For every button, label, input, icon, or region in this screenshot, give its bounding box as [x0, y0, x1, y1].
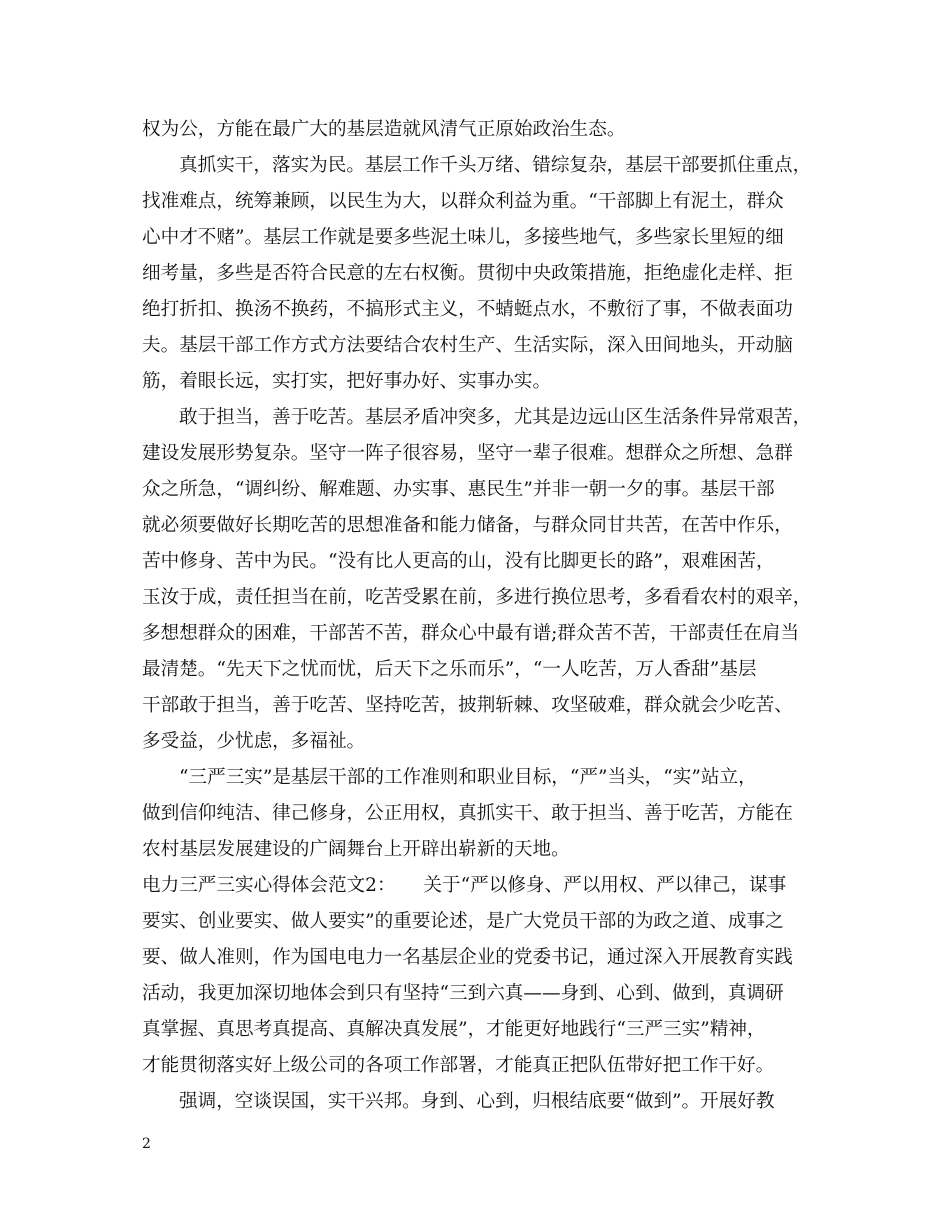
- text-line: 绝打折扣、换汤不换药，不搞形式主义，不蜻蜓点水，不敷衍了事，不做表面功: [142, 299, 793, 320]
- text-line: 农村基层发展建设的广阔舞台上开辟出崭新的天地。: [142, 839, 570, 860]
- paragraph-first-line: “三严三实”是基层干部的工作准则和职业目标，“严”当头，“实”站立，: [179, 767, 757, 788]
- text-line: 就必须要做好长期吃苦的思想准备和能力储备，与群众同甘共苦，在苦中作乐，: [142, 515, 793, 536]
- text-line: 电力三严三实心得体会范文2： 关于“严以修身、严以用权、严以律己，谋事: [142, 875, 787, 896]
- text-line: 建设发展形势复杂。坚守一阵子很容易，坚守一辈子很难。想群众之所想、急群: [142, 443, 793, 464]
- text-line: 权为公，方能在最广大的基层造就风清气正原始政治生态。: [142, 119, 626, 140]
- text-line: 玉汝于成，责任担当在前，吃苦受累在前，多进行换位思考，多看看农村的艰辛，: [142, 587, 812, 608]
- text-line: 干部敢于担当，善于吃苦、坚持吃苦，披荆斩棘、攻坚破难，群众就会少吃苦、: [142, 695, 793, 716]
- text-line: 才能贯彻落实好上级公司的各项工作部署，才能真正把队伍带好把工作干好。: [142, 1055, 775, 1076]
- text-line: 多受益，少忧虑，多福祉。: [142, 731, 366, 752]
- text-line: 要实、创业要实、做人要实”的重要论述，是广大党员干部的为政之道、成事之: [142, 911, 784, 932]
- text-line: 多想想群众的困难，干部苦不苦，群众心中最有谱;群众苦不苦，干部责任在肩当: [142, 623, 800, 644]
- text-line: 做到信仰纯洁、律己修身，公正用权，真抓实干、敢于担当、善于吃苦，方能在: [142, 803, 793, 824]
- text-line: 筋，着眼长远，实打实，把好事办好、实事办实。: [142, 371, 552, 392]
- text-line: 众之所急，“调纠纷、解难题、办实事、惠民生”并非一朝一夕的事。基层干部: [142, 479, 775, 500]
- text-line: 心中才不赌”。基层工作就是要多些泥土味儿，多接些地气，多些家长里短的细: [142, 227, 784, 248]
- document-body: [142, 112, 814, 1120]
- text-line: 夫。基层干部工作方式方法要结合农村生产、生活实际，深入田间地头，开动脑: [142, 335, 793, 356]
- text-line: 细考量，多些是否符合民意的左右权衡。贯彻中央政策措施，拒绝虚化走样、拒: [142, 263, 793, 284]
- page-number: 2: [142, 1136, 151, 1152]
- text-line: 真掌握、真思考真提高、真解决真发展”，才能更好地践行“三严三实”精神，: [142, 1019, 766, 1040]
- paragraph-first-line: 真抓实干，落实为民。基层工作千头万绪、错综复杂，基层干部要抓住重点，: [179, 155, 812, 176]
- text-line: 最清楚。“先天下之忧而忧，后天下之乐而乐”，“一人吃苦，万人香甜”基层: [142, 659, 757, 680]
- paragraph-first-line: 强调，空谈误国，实干兴邦。身到、心到，归根结底要“做到”。开展好教: [179, 1091, 775, 1112]
- text-line: 找准难点，统筹兼顾，以民生为大，以群众利益为重。“干部脚上有泥土，群众: [142, 191, 784, 212]
- paragraph-first-line: 敢于担当，善于吃苦。基层矛盾冲突多，尤其是边远山区生活条件异常艰苦，: [179, 407, 812, 428]
- text-line: 要、做人准则，作为国电电力一名基层企业的党委书记，通过深入开展教育实践: [142, 947, 793, 968]
- text-line: 活动，我更加深切地体会到只有坚持“三到六真——身到、心到、做到，真调研: [142, 983, 784, 1004]
- text-line: 苦中修身、苦中为民。“没有比人更高的山，没有比脚更长的路”，艰难困苦，: [142, 551, 775, 572]
